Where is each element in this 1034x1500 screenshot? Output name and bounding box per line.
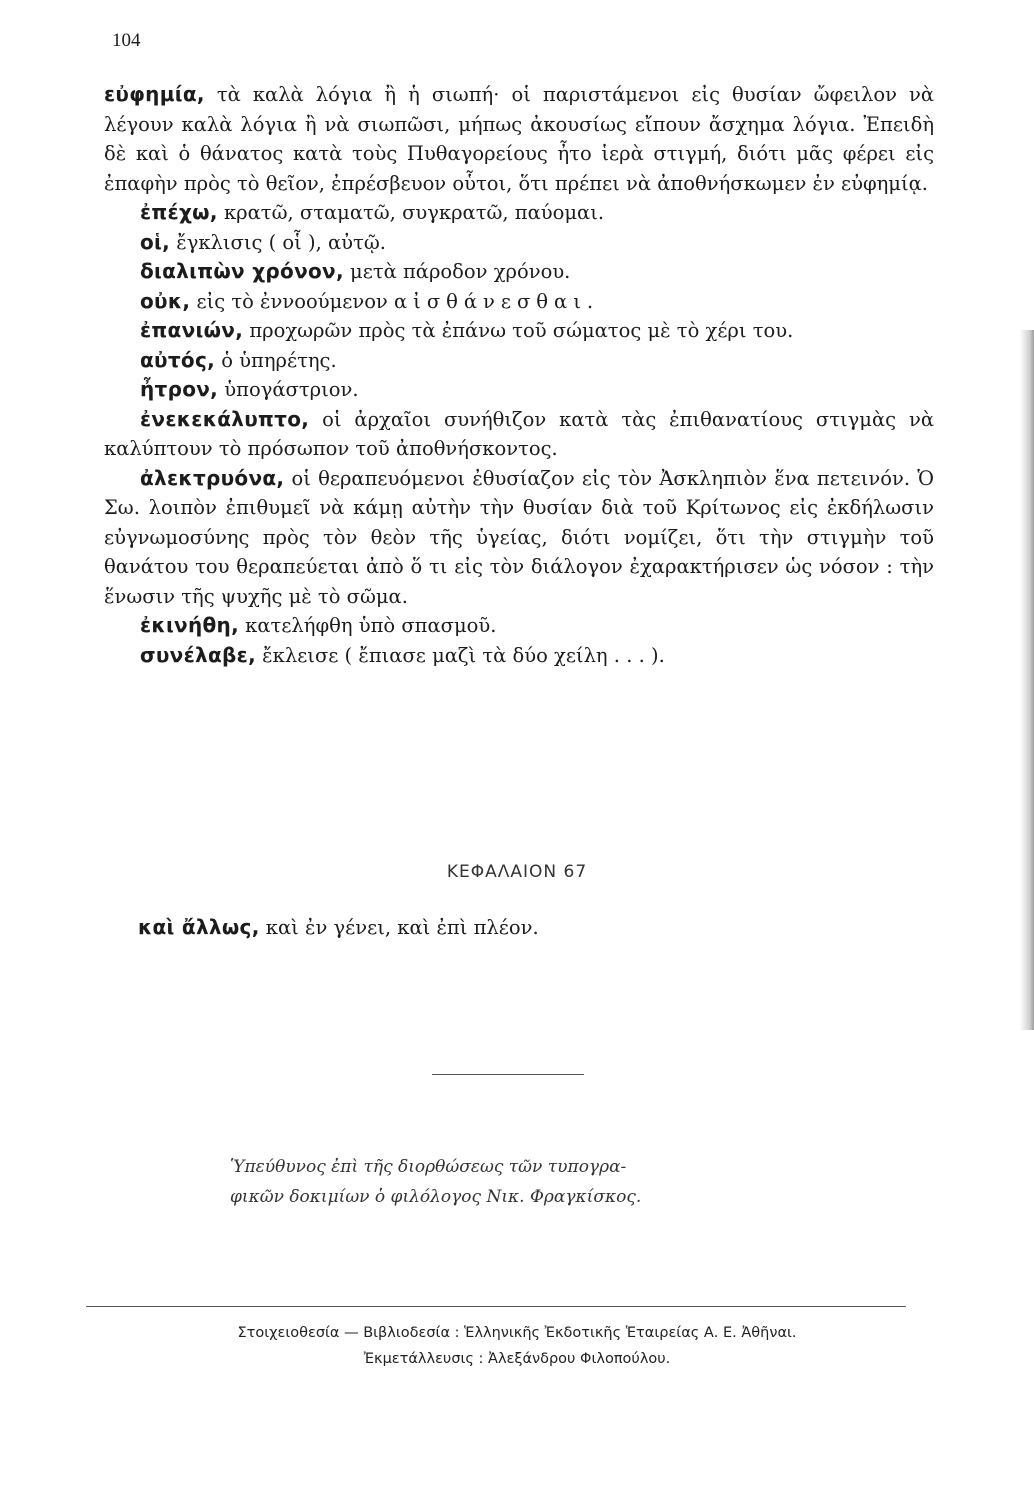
note-hoi: [104, 228, 934, 258]
note-euphemia: [104, 80, 934, 198]
imprint-line: Ἐκμετάλλευσις : Ἀλεξάνδρου Φιλοπούλου.: [363, 1351, 671, 1367]
note-headword: ἐπέχω,: [140, 200, 218, 224]
proofreader-credit: [230, 1152, 790, 1212]
note-gloss: ἔκλεισε ( ἔπιασε μαζὶ τὰ δύο χείλη . . . ).: [255, 643, 665, 667]
note-headword: ἐκινήθη,: [140, 613, 239, 637]
imprint-divider: [86, 1306, 906, 1307]
note-gloss: προχωρῶν πρὸς τὰ ἐπάνω τοῦ σώματος μὲ τὸ χέρι του.: [243, 319, 794, 342]
credit-line: φικῶν δοκιμίων ὁ φιλόλογος Νικ. Φραγκίσκος.: [230, 1187, 642, 1207]
note-synelabe: [104, 641, 934, 671]
section-divider: [432, 1074, 584, 1075]
note-headword: συνέλαβε,: [140, 642, 256, 667]
note-tail: .: [586, 289, 594, 313]
note-gloss: ὑπογάστριον.: [218, 378, 359, 401]
printer-imprint: [0, 1320, 1034, 1372]
note-gloss: οἱ θεραπευόμενοι ἐθυσίαζον εἰς τὸν Ἀσκληπιὸν ἕνα πετεινόν. Ὁ Σω. λοιπὸν ἐπιθυμεῖ νὰ κάμῃ αὐτὴν τὴν θυσίαν διὰ τοῦ Κρίτωνος εἰς ἐκδήλωσιν εὐγνωμοσύνης πρὸς τὸν θεὸν τῆς ὑγείας, διότι νομίζει, ὅτι τὴν στιγμὴν τοῦ θανάτου του θεραπεύεται ἀπὸ ὅ τι εἰς τὸν διάλογον ἐχαρακτήρισεν ὡς νόσον : τὴν ἕνωσιν τῆς ψυχῆς μὲ τὸ σῶμα.: [104, 466, 934, 608]
note-gloss: καὶ ἐν γένει, καὶ ἐπὶ πλέον.: [259, 916, 539, 939]
note-gloss: κρατῶ, σταματῶ, συγκρατῶ, παύομαι.: [217, 201, 605, 224]
note-gloss: ὁ ὑπηρέτης.: [215, 348, 337, 372]
note-headword: οὐκ,: [140, 288, 191, 313]
note-headword: διαλιπὼν χρόνον,: [140, 259, 344, 283]
note-headword: ἐπανιών,: [140, 318, 244, 342]
note-gloss: κατελήφθη ὑπὸ σπασμοῦ.: [238, 614, 497, 637]
note-autos: [104, 346, 934, 376]
note-headword: εὐφημία,: [104, 82, 205, 106]
note-alektryona: [104, 464, 934, 612]
note-headword: ἐνεκεκάλυπτο,: [140, 406, 310, 431]
commentary-notes: [104, 80, 934, 670]
note-epanion: [104, 316, 934, 346]
note-spaced-word: αἰσθάνεσθαι: [394, 289, 587, 313]
note-dialipon: [104, 257, 934, 287]
note-headword: ἀλεκτρυόνα,: [140, 465, 285, 490]
note-etron: [104, 375, 934, 405]
chapter-heading: ΚΕΦΑΛΑΙΟΝ 67: [446, 862, 588, 882]
imprint-line: Στοιχειοθεσία — Βιβλιοδεσία : Ἑλληνικῆς Ἐκδοτικῆς Ἑταιρείας Α. Ε. Ἀθῆναι.: [237, 1325, 797, 1341]
note-kai-allos: [138, 915, 539, 939]
note-headword: οἱ,: [140, 229, 171, 254]
note-ekinethe: [104, 611, 934, 641]
note-gloss: οἱ ἀρχαῖοι συνήθιζον κατὰ τὰς ἐπιθανατίους στιγμὰς νὰ καλύπτουν τὸ πρόσωπον τοῦ ἀποθνήσκοντος.: [104, 407, 934, 460]
page-edge-shadow: [1020, 330, 1034, 1030]
note-headword: ἦτρον,: [140, 377, 219, 401]
note-enekekalypto: [104, 405, 934, 464]
note-headword: καὶ ἄλλως,: [138, 915, 260, 939]
note-ouk: [104, 287, 934, 317]
note-headword: αὐτός,: [140, 347, 216, 372]
note-gloss: εἰς τὸ ἐννοούμενον: [190, 289, 394, 313]
page-number: 104: [112, 30, 141, 51]
note-epecho: [104, 198, 934, 228]
note-gloss: μετὰ πάροδον χρόνου.: [343, 260, 571, 283]
note-gloss: ἔγκλισις ( οἷ ), αὐτῷ.: [170, 230, 386, 254]
credit-line: Ὑπεύθυνος ἐπὶ τῆς διορθώσεως τῶν τυπογρα-: [230, 1157, 627, 1177]
note-gloss: τὰ καλὰ λόγια ἢ ἡ σιωπή· οἱ παριστάμενοι εἰς θυσίαν ὤφειλον νὰ λέγουν καλὰ λόγια ἢ νὰ σιωπῶσι, μήπως ἀκουσίως εἴπουν ἄσχημα λόγια. Ἐπειδὴ δὲ καὶ ὁ θάνατος κατὰ τοὺς Πυθαγορείους ἦτο ἱερὰ στιγμή, διότι μᾶς φέρει εἰς ἐπαφὴν πρὸς τὸ θεῖον, ἐπρέσβευον οὗτοι, ὅτι πρέπει νὰ ἀποθνήσκωμεν ἐν εὐφημίᾳ.: [104, 83, 934, 195]
